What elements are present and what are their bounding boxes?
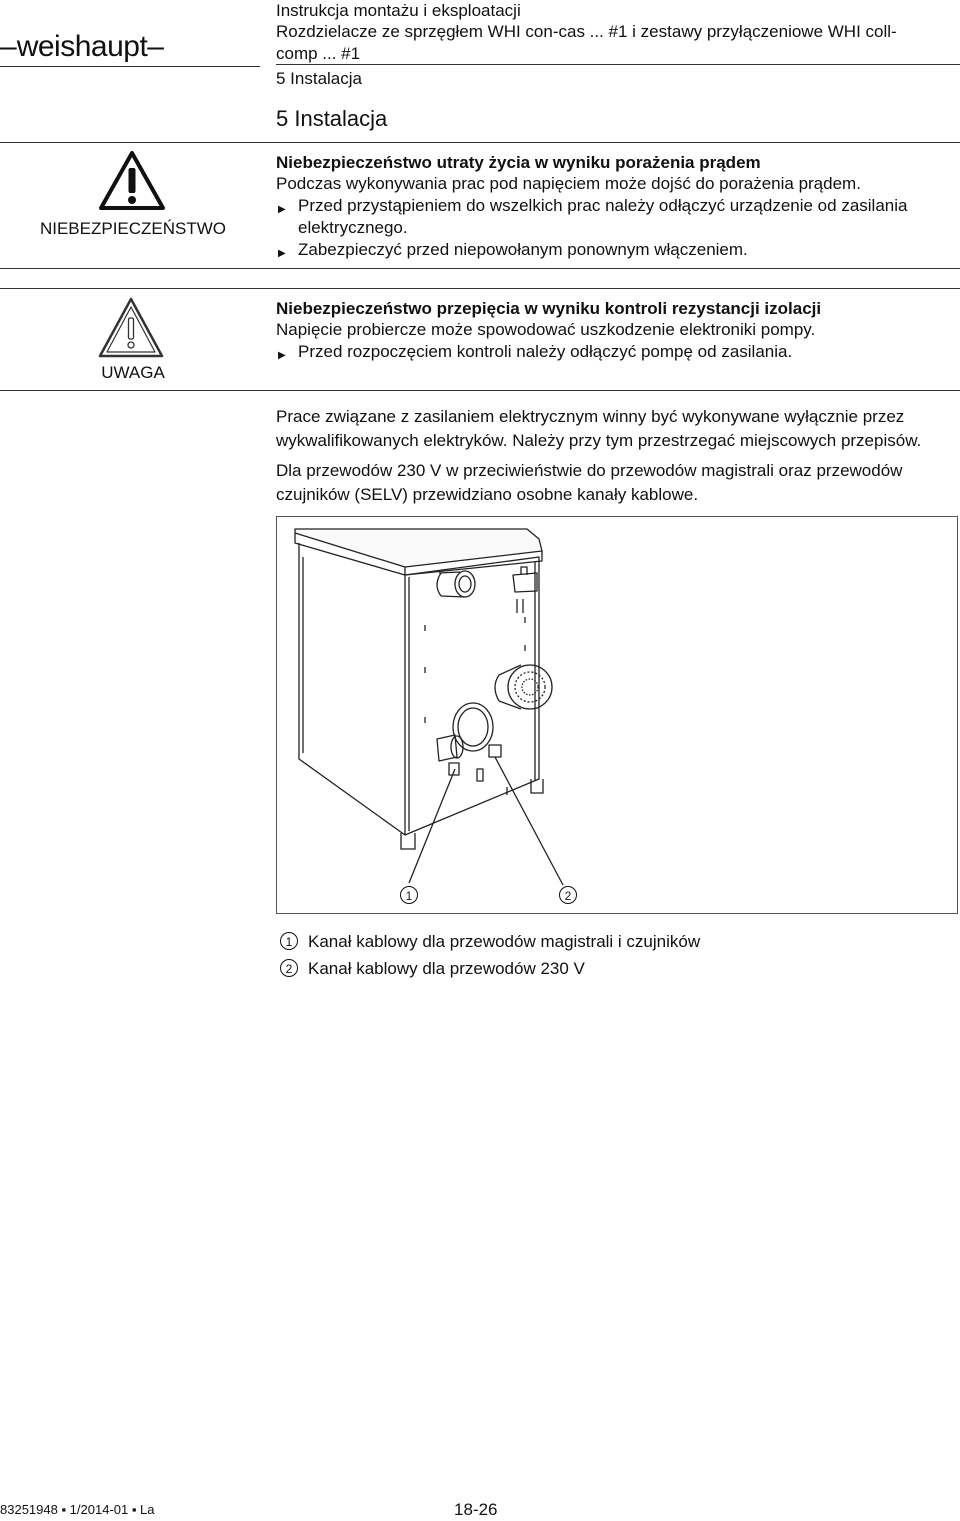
caution-content <box>276 299 960 363</box>
danger-bullet: ▶ Zabezpieczyć przed niepowołanym ponownym włączeniem. <box>276 239 960 261</box>
danger-content <box>276 153 960 261</box>
doc-subtitle-cont: comp ... #1 <box>276 44 361 63</box>
callout-1: 1 <box>400 886 418 904</box>
caution-bullet: ▶ Przed rozpoczęciem kontroli należy odłączyć pompę od zasilania. <box>276 341 960 363</box>
danger-label: NIEBEZPIECZEŃSTWO <box>39 219 227 238</box>
header-rule-right <box>276 64 960 65</box>
body-paragraph: Prace związane z zasilaniem elektrycznym winny być wykonywane wyłącznie przez wykwalifikowanych elektryków. Należy przy tym przestrzegać miejscowych przepisów. <box>276 407 922 450</box>
legend-item <box>280 959 585 979</box>
doc-subtitle: Rozdzielacze ze sprzęgłem WHI con-cas ... #1 i zestawy przyłączeniowe WHI coll- <box>276 22 897 41</box>
caution-warning-icon <box>96 296 166 365</box>
legend-text: Kanał kablowy dla przewodów magistrali i czujników <box>308 932 701 951</box>
legend-item <box>280 932 700 952</box>
page-title: 5 Instalacja <box>276 106 388 131</box>
legend-num: 2 <box>280 959 298 977</box>
legend-num: 1 <box>280 932 298 950</box>
danger-title: Niebezpieczeństwo utraty życia w wyniku porażenia prądem <box>276 153 761 172</box>
body-paragraph: Dla przewodów 230 V w przeciwieństwie do przewodów magistrali oraz przewodów czujników (SELV) przewidziano osobne kanały kablowe. <box>276 461 903 504</box>
header-section: 5 Instalacja <box>276 69 362 88</box>
doc-title: Instrukcja montażu i eksploatacji <box>276 1 521 20</box>
installation-figure <box>276 516 958 914</box>
legend-text: Kanał kablowy dla przewodów 230 V <box>308 959 585 978</box>
caution-text: Napięcie probiercze może spowodować uszkodzenie elektroniki pompy. <box>276 320 816 339</box>
caution-top-rule <box>0 288 960 289</box>
page-number: 18-26 <box>454 1500 498 1519</box>
callout-2: 2 <box>559 886 577 904</box>
caution-title: Niebezpieczeństwo przepięcia w wyniku kontroli rezystancji izolacji <box>276 299 822 318</box>
caution-bottom-rule <box>0 390 960 391</box>
brand-logo-text: weishaupt <box>16 30 148 63</box>
footer-doc-number: 83251948 ▪ 1/2014-01 ▪ La <box>0 1502 155 1517</box>
danger-bullet: ▶ Przed przystąpieniem do wszelkich prac należy odłączyć urządzenie od zasilania elektrycznego. <box>276 195 960 239</box>
danger-text: Podczas wykonywania prac pod napięciem może dojść do porażenia prądem. <box>276 174 861 193</box>
brand-logo: –weishaupt– <box>0 30 164 63</box>
distributor-drawing <box>277 517 957 913</box>
header-rule-left <box>0 66 260 67</box>
danger-top-rule <box>0 142 960 143</box>
danger-bottom-rule <box>0 268 960 269</box>
danger-warning-icon <box>98 150 166 217</box>
caution-label: UWAGA <box>101 363 165 382</box>
